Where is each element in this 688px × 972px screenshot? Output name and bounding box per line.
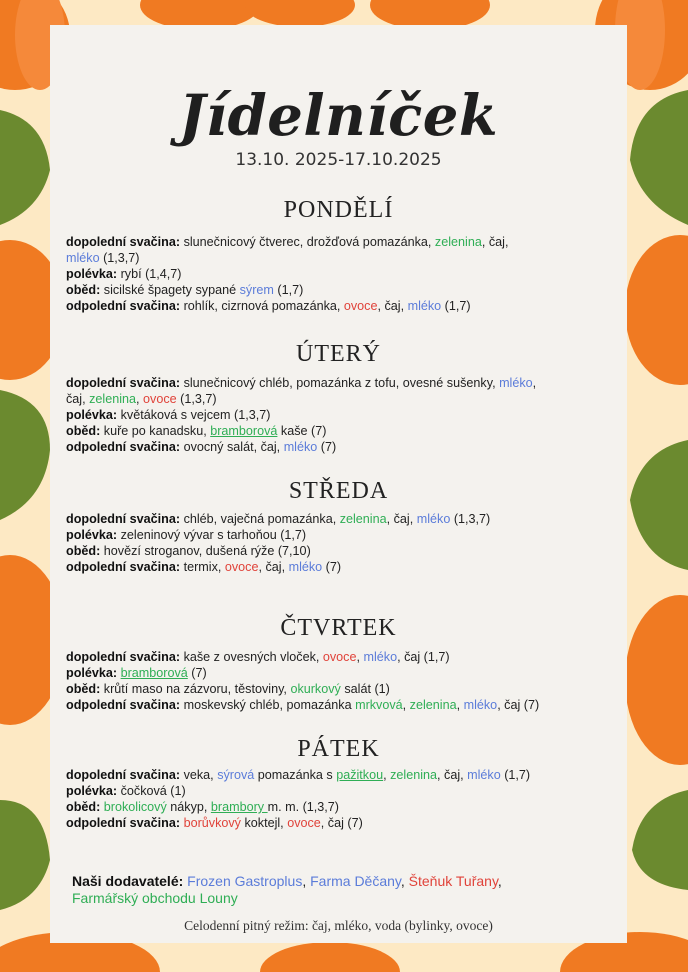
menu-line-soup: polévka: zeleninový vývar s tarhoňou (1,7) [66, 528, 307, 542]
menu-line-morning: dopolední svačina: chléb, vaječná pomazánka, zelenina, čaj, mléko (1,3,7) [66, 512, 491, 526]
menu-line-morning: dopolední svačina: slunečnicový chléb, pomazánka z tofu, ovesné sušenky, mléko, čaj, zelenina, ovoce (1,3,7) [66, 376, 537, 406]
menu-line-afternoon: odpolední svačina: rohlík, cizrnová pomazánka, ovoce, čaj, mléko (1,7) [66, 299, 471, 313]
leaf-left-1-icon [0, 110, 50, 225]
menu-line-morning: dopolední svačina: veka, sýrová pomazánka s pažitkou, zelenina, čaj, mléko (1,7) [66, 768, 531, 782]
menu-line-afternoon: odpolední svačina: termix, ovoce, čaj, mléko (7) [66, 560, 342, 574]
day-menu-tuesday [66, 375, 611, 455]
day-heading-monday: PONDĚLÍ [283, 197, 394, 223]
leaf-right-2-icon [630, 440, 688, 570]
menu-line-afternoon: odpolední svačina: ovocný salát, čaj, mléko (7) [66, 440, 337, 454]
menu-line-soup: polévka: květáková s vejcem (1,3,7) [66, 408, 271, 422]
page-title: Jídelníček [178, 83, 499, 149]
day-menu-friday [66, 767, 611, 831]
supplier-name: Farma Děčany [310, 873, 401, 889]
supplier-name: Šteňuk Tuřany [408, 873, 498, 889]
menu-line-morning: dopolední svačina: kaše z ovesných vloček, ovoce, mléko, čaj (1,7) [66, 650, 450, 664]
menu-line-soup: polévka: čočková (1) [66, 784, 186, 798]
menu-sheet [50, 25, 627, 943]
drinking-regime-note: Celodenní pitný režim: čaj, mléko, voda (bylinky, ovoce) [184, 918, 493, 933]
menu-line-lunch: oběd: hovězí stroganov, dušená rýže (7,10) [66, 544, 311, 558]
day-heading-wednesday: STŘEDA [288, 478, 389, 504]
suppliers: Naši dodavatelé: Frozen Gastroplus, Farma Děčany, Šteňuk Tuřany, Farmářský obchodu Louny [72, 873, 502, 906]
supplier-name: Farmářský obchodu Louny [72, 890, 238, 906]
menu-line-lunch: oběd: kuře po kanadsku, bramborová kaše (7) [66, 424, 327, 438]
leaf-left-2-icon [0, 390, 50, 520]
menu-line-afternoon: odpolední svačina: moskevský chléb, pomazánka mrkvová, zelenina, mléko, čaj (7) [66, 698, 540, 712]
leaf-right-1-icon [630, 90, 688, 225]
menu-line-lunch: oběd: sicilské špagety sypané sýrem (1,7) [66, 283, 304, 297]
menu-line-soup: polévka: bramborová (7) [66, 666, 207, 680]
menu-line-afternoon: odpolední svačina: borůvkový koktejl, ovoce, čaj (7) [66, 816, 363, 830]
leaf-left-3-icon [0, 800, 50, 910]
menu-line-lunch: oběd: krůtí maso na zázvoru, těstoviny, okurkový salát (1) [66, 682, 390, 696]
supplier-name: Frozen Gastroplus [187, 873, 303, 889]
day-heading-tuesday: ÚTERÝ [296, 341, 381, 367]
pumpkin-right-2-icon [625, 595, 688, 765]
date-range: 13.10. 2025-17.10.2025 [235, 150, 442, 170]
suppliers-label: Naši dodavatelé: [72, 873, 184, 889]
day-heading-thursday: ČTVRTEK [280, 615, 397, 641]
menu-line-lunch: oběd: brokolicový nákyp, brambory m. m. (1,3,7) [66, 800, 339, 814]
day-menu-monday [66, 234, 611, 314]
day-menu-wednesday [66, 511, 611, 575]
day-heading-friday: PÁTEK [297, 736, 380, 762]
menu-line-soup: polévka: rybí (1,4,7) [66, 267, 182, 281]
menu-line-morning: dopolední svačina: slunečnicový čtverec, drožďová pomazánka, zelenina, čaj, mléko (1,3,7) [66, 235, 509, 265]
pumpkin-right-1-icon [625, 235, 688, 385]
leaf-right-3-icon [632, 790, 688, 890]
day-menu-thursday [66, 649, 611, 713]
